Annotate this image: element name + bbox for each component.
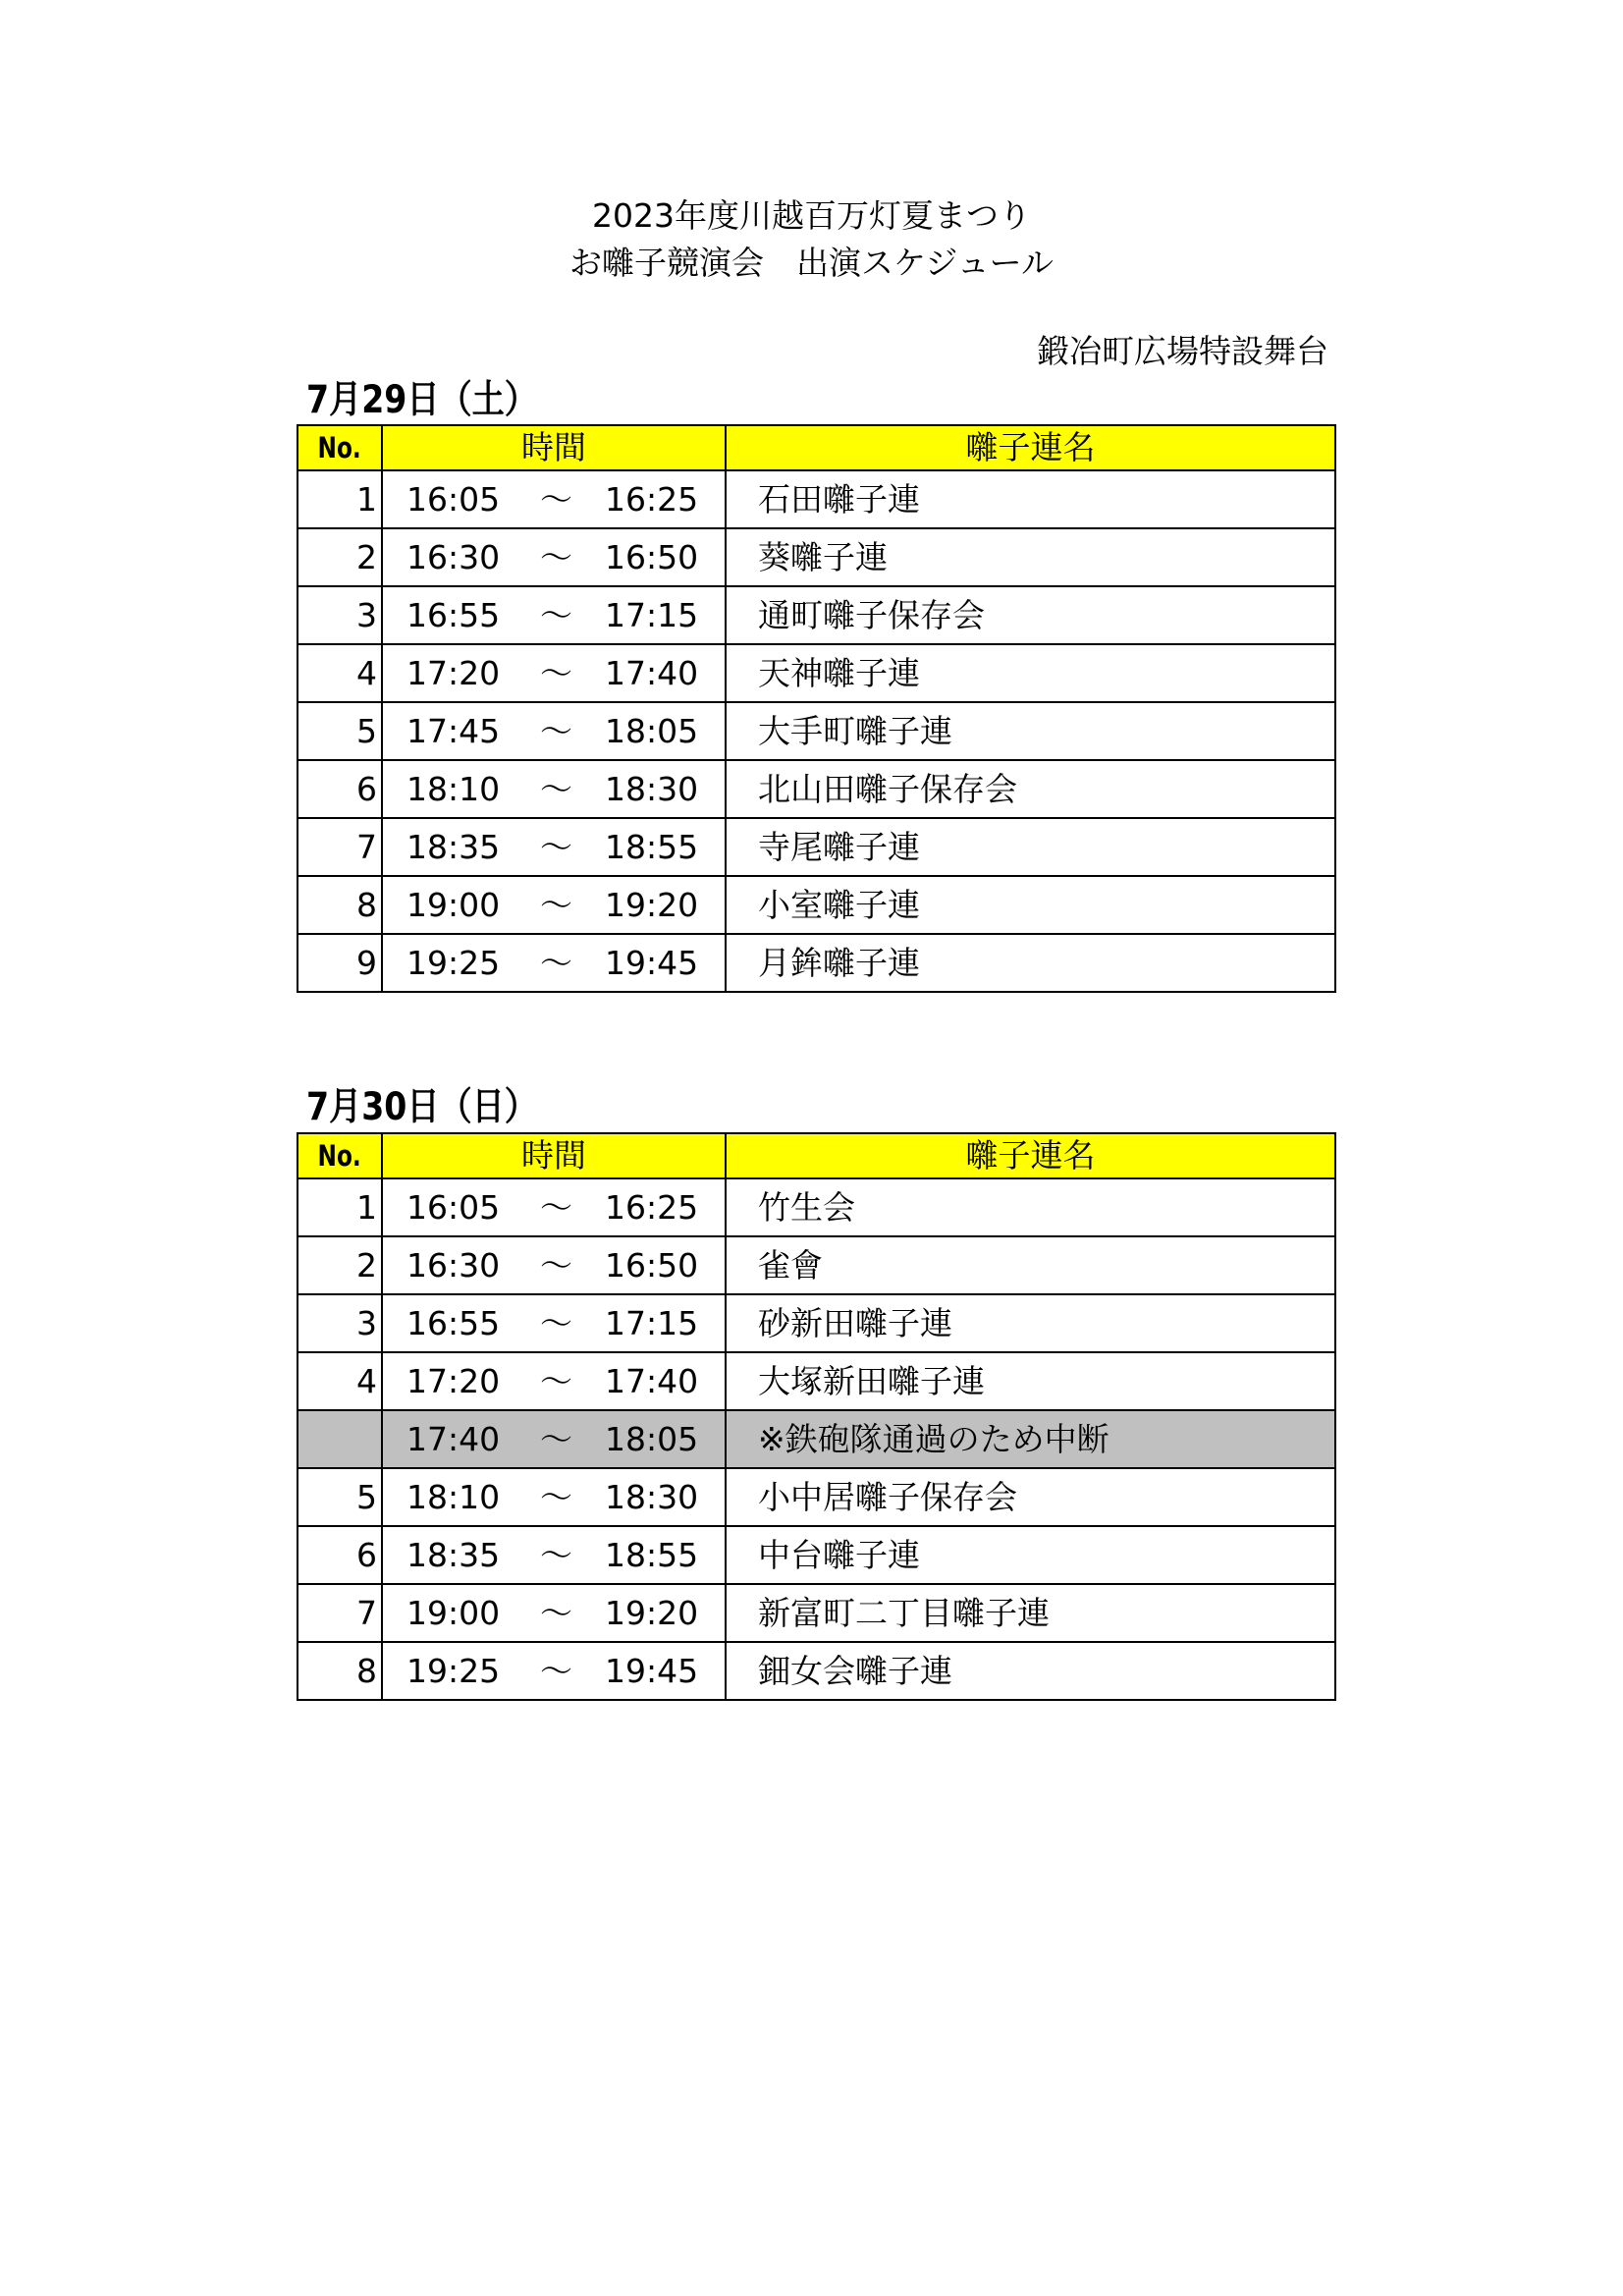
start-time: 17:40	[406, 1420, 501, 1458]
row-number: 1	[298, 470, 382, 528]
group-name: 月鉾囃子連	[726, 934, 1335, 992]
start-time: 18:35	[406, 1536, 501, 1574]
time-separator: ～	[540, 770, 572, 808]
column-header-time: 時間	[382, 425, 726, 470]
table-row	[298, 760, 1335, 818]
end-time: 19:20	[605, 1594, 699, 1632]
time-separator: ～	[540, 712, 572, 750]
row-time	[382, 1642, 726, 1700]
table-row	[298, 1294, 1335, 1352]
row-time	[382, 644, 726, 702]
end-time: 18:30	[605, 1478, 699, 1516]
time-separator: ～	[540, 1246, 572, 1285]
table-row	[298, 1642, 1335, 1700]
group-name: 石田囃子連	[726, 470, 1335, 528]
table-header-row	[298, 1133, 1335, 1178]
row-number: 3	[298, 586, 382, 644]
row-number: 7	[298, 818, 382, 876]
end-time: 17:40	[605, 654, 699, 692]
start-time: 17:20	[406, 654, 501, 692]
table-row	[298, 1352, 1335, 1410]
end-time: 19:45	[605, 1652, 699, 1690]
row-time	[382, 934, 726, 992]
column-header-time: 時間	[382, 1133, 726, 1178]
row-time	[382, 1352, 726, 1410]
time-separator: ～	[540, 886, 572, 924]
group-name: 新富町二丁目囃子連	[726, 1584, 1335, 1642]
time-separator: ～	[540, 1188, 572, 1227]
group-name: 小中居囃子保存会	[726, 1468, 1335, 1526]
time-separator: ～	[540, 596, 572, 634]
start-time: 19:25	[406, 944, 501, 982]
table-header-row	[298, 425, 1335, 470]
group-name: 大塚新田囃子連	[726, 1352, 1335, 1410]
row-time	[382, 1410, 726, 1468]
row-time	[382, 470, 726, 528]
table-row	[298, 1584, 1335, 1642]
time-separator: ～	[540, 1536, 572, 1574]
table-row-break	[298, 1410, 1335, 1468]
end-time: 18:30	[605, 770, 699, 808]
column-header-no: No.	[298, 425, 382, 470]
group-name: 砂新田囃子連	[726, 1294, 1335, 1352]
row-time	[382, 702, 726, 760]
end-time: 18:05	[605, 712, 699, 750]
schedule-table-0729	[297, 424, 1336, 993]
end-time: 17:15	[605, 1304, 699, 1342]
table-row	[298, 470, 1335, 528]
start-time: 19:00	[406, 1594, 501, 1632]
table-row	[298, 1236, 1335, 1294]
row-number: 9	[298, 934, 382, 992]
day-heading-0729: 7月29日（土）	[306, 378, 537, 422]
time-separator: ～	[540, 828, 572, 866]
row-number: 2	[298, 1236, 382, 1294]
group-name: 雀會	[726, 1236, 1335, 1294]
row-time	[382, 818, 726, 876]
column-header-no: No.	[298, 1133, 382, 1178]
group-name: 寺尾囃子連	[726, 818, 1335, 876]
time-separator: ～	[540, 1594, 572, 1632]
end-time: 17:40	[605, 1362, 699, 1400]
table-row	[298, 1178, 1335, 1236]
row-time	[382, 1468, 726, 1526]
row-time	[382, 1236, 726, 1294]
column-header-name: 囃子連名	[726, 425, 1335, 470]
end-time: 16:25	[605, 1188, 699, 1227]
row-time	[382, 1294, 726, 1352]
row-time	[382, 760, 726, 818]
group-name: 通町囃子保存会	[726, 586, 1335, 644]
row-number: 3	[298, 1294, 382, 1352]
schedule-table-0730	[297, 1132, 1336, 1701]
start-time: 16:30	[406, 1246, 501, 1285]
end-time: 18:05	[605, 1420, 699, 1458]
start-time: 16:55	[406, 1304, 501, 1342]
start-time: 16:30	[406, 538, 501, 576]
start-time: 17:45	[406, 712, 501, 750]
time-separator: ～	[540, 1420, 572, 1458]
row-number: 5	[298, 1468, 382, 1526]
end-time: 17:15	[605, 596, 699, 634]
end-time: 16:25	[605, 480, 699, 519]
table-row	[298, 934, 1335, 992]
start-time: 16:05	[406, 1188, 501, 1227]
end-time: 18:55	[605, 828, 699, 866]
row-time	[382, 876, 726, 934]
start-time: 19:00	[406, 886, 501, 924]
group-name: 小室囃子連	[726, 876, 1335, 934]
row-number: 8	[298, 876, 382, 934]
start-time: 18:10	[406, 1478, 501, 1516]
group-name: 北山田囃子保存会	[726, 760, 1335, 818]
table-row	[298, 1468, 1335, 1526]
start-time: 16:55	[406, 596, 501, 634]
row-number	[298, 1410, 382, 1468]
time-separator: ～	[540, 654, 572, 692]
group-name: 天神囃子連	[726, 644, 1335, 702]
row-number: 6	[298, 760, 382, 818]
start-time: 18:35	[406, 828, 501, 866]
start-time: 16:05	[406, 480, 501, 519]
time-separator: ～	[540, 1304, 572, 1342]
end-time: 19:45	[605, 944, 699, 982]
time-separator: ～	[540, 1362, 572, 1400]
group-name: 葵囃子連	[726, 528, 1335, 586]
row-number: 8	[298, 1642, 382, 1700]
row-number: 4	[298, 644, 382, 702]
end-time: 16:50	[605, 1246, 699, 1285]
venue-label: 鍛冶町広場特設舞台	[1037, 332, 1328, 370]
end-time: 19:20	[605, 886, 699, 924]
day-heading-0730: 7月30日（日）	[306, 1085, 537, 1129]
table-row	[298, 1526, 1335, 1584]
document-subtitle: お囃子競演会 出演スケジュール	[568, 244, 1055, 282]
row-number: 1	[298, 1178, 382, 1236]
row-time	[382, 528, 726, 586]
table-row	[298, 876, 1335, 934]
row-number: 6	[298, 1526, 382, 1584]
row-time	[382, 1178, 726, 1236]
table-row	[298, 528, 1335, 586]
document-title: 2023年度川越百万灯夏まつり	[592, 196, 1031, 235]
time-separator: ～	[540, 538, 572, 576]
group-name: 鈿女会囃子連	[726, 1642, 1335, 1700]
table-row	[298, 586, 1335, 644]
column-header-name: 囃子連名	[726, 1133, 1335, 1178]
table-row	[298, 818, 1335, 876]
row-number: 7	[298, 1584, 382, 1642]
row-time	[382, 1526, 726, 1584]
break-note: ※鉄砲隊通過のため中断	[726, 1410, 1335, 1468]
time-separator: ～	[540, 480, 572, 519]
group-name: 大手町囃子連	[726, 702, 1335, 760]
end-time: 18:55	[605, 1536, 699, 1574]
time-separator: ～	[540, 1652, 572, 1690]
group-name: 竹生会	[726, 1178, 1335, 1236]
time-separator: ～	[540, 1478, 572, 1516]
row-time	[382, 1584, 726, 1642]
start-time: 17:20	[406, 1362, 501, 1400]
row-time	[382, 586, 726, 644]
row-number: 5	[298, 702, 382, 760]
row-number: 4	[298, 1352, 382, 1410]
table-row	[298, 644, 1335, 702]
start-time: 19:25	[406, 1652, 501, 1690]
table-row	[298, 702, 1335, 760]
time-separator: ～	[540, 944, 572, 982]
group-name: 中台囃子連	[726, 1526, 1335, 1584]
row-number: 2	[298, 528, 382, 586]
start-time: 18:10	[406, 770, 501, 808]
end-time: 16:50	[605, 538, 699, 576]
